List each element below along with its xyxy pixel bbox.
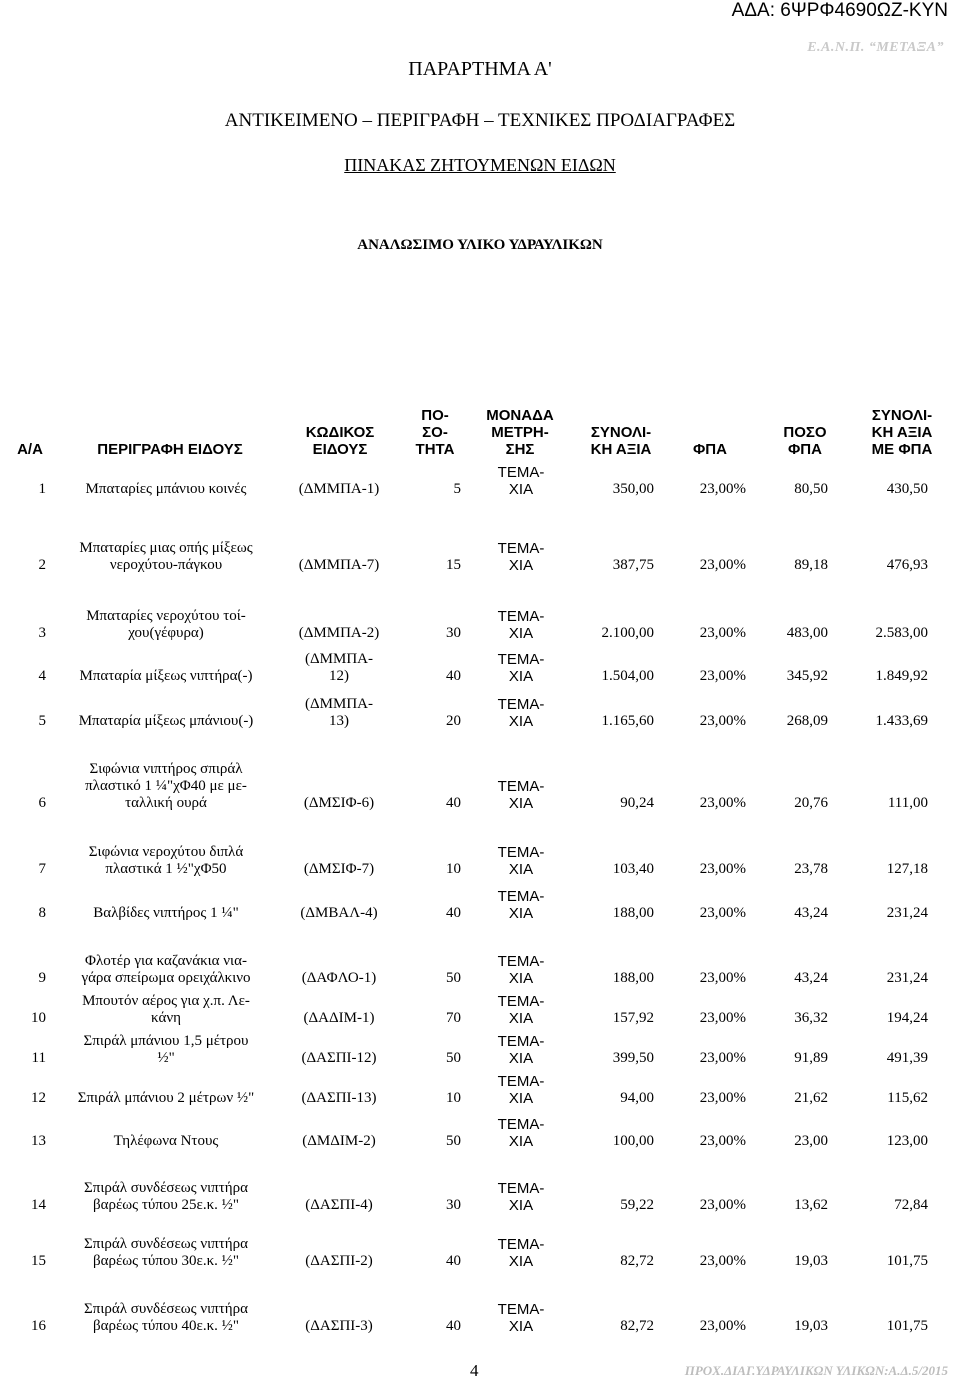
cell-vat-amount: 21,62: [794, 1090, 828, 1106]
cell-total-vat: 123,00: [886, 1133, 928, 1149]
cell-vat-amount: 20,76: [794, 795, 828, 811]
cell-code: (ΔΑΔΙΜ-1): [303, 1010, 375, 1026]
cell-unit: ΤΕΜΑ- ΧΙΑ: [497, 1236, 545, 1270]
cell-total: 188,00: [612, 905, 654, 921]
cell-vat-amount: 89,18: [794, 557, 828, 573]
cell-total: 100,00: [612, 1133, 654, 1149]
cell-vat: 23,00%: [699, 668, 746, 684]
cell-code: (ΔΜΜΠΑ-2): [298, 625, 380, 641]
subject-title: ΑΝΤΙΚΕΙΜΕΝΟ – ΠΕΡΙΓΡΑΦΗ – ΤΕΧΝΙΚΕΣ ΠΡΟΔΙΑΓΡΑΦΕΣ: [224, 110, 736, 131]
header-code: ΚΩΔΙΚΟΣ ΕΙΔΟΥΣ: [305, 424, 375, 458]
header-unit: ΜΟΝΑΔΑ ΜΕΤΡΗ- ΣΗΣ: [486, 407, 554, 458]
cell-code: (ΔΑΣΠΙ-3): [305, 1318, 373, 1334]
cell-unit: ΤΕΜΑ- ΧΙΑ: [497, 1301, 545, 1335]
cell-unit: ΤΕΜΑ- ΧΙΑ: [497, 1073, 545, 1107]
cell-aa: 12: [31, 1090, 46, 1106]
cell-total-vat: 111,00: [887, 795, 928, 811]
cell-aa: 5: [38, 713, 46, 729]
cell-aa: 15: [31, 1253, 46, 1269]
header-quantity: ΠΟ- ΣΟ- ΤΗΤΑ: [415, 407, 455, 458]
cell-unit: ΤΕΜΑ- ΧΙΑ: [497, 888, 545, 922]
cell-qty: 10: [446, 861, 461, 877]
cell-code: (ΔΜΜΠΑ- 12): [305, 651, 373, 684]
cell-code: (ΔΑΣΠΙ-13): [301, 1090, 377, 1106]
cell-vat-amount: 13,62: [794, 1197, 828, 1213]
cell-qty: 50: [446, 970, 461, 986]
cell-code: (ΔΑΣΠΙ-12): [301, 1050, 377, 1066]
cell-qty: 20: [446, 713, 461, 729]
cell-desc: Μπαταρία μίξεως μπάνιου(-): [78, 713, 254, 729]
cell-aa: 10: [31, 1010, 46, 1026]
header-vat: ΦΠΑ: [693, 441, 727, 458]
cell-qty: 40: [446, 905, 461, 921]
cell-unit: ΤΕΜΑ- ΧΙΑ: [497, 1033, 545, 1067]
cell-total: 82,72: [620, 1318, 654, 1334]
header-total: ΣΥΝΟΛΙ- ΚΗ ΑΞΙΑ: [590, 424, 652, 458]
cell-code: (ΔΜΜΠΑ-7): [298, 557, 380, 573]
cell-desc: Μπαταρίες μιας οπής μίξεως νεροχύτου-πάγκου: [79, 540, 253, 573]
hospital-watermark: Ε.Α.Ν.Π. “ΜΕΤΑΞΑ”: [807, 40, 944, 55]
cell-total: 1.504,00: [601, 668, 654, 684]
cell-qty: 15: [446, 557, 461, 573]
cell-qty: 40: [446, 795, 461, 811]
cell-unit: ΤΕΜΑ- ΧΙΑ: [497, 778, 545, 812]
cell-aa: 11: [31, 1050, 46, 1066]
cell-total: 59,22: [620, 1197, 654, 1213]
cell-desc: Σπιράλ μπάνιου 2 μέτρων ½": [77, 1090, 255, 1106]
cell-unit: ΤΕΜΑ- ΧΙΑ: [497, 608, 545, 642]
cell-aa: 8: [38, 905, 46, 921]
cell-total-vat: 491,39: [886, 1050, 928, 1066]
cell-total: 103,40: [612, 861, 654, 877]
cell-unit: ΤΕΜΑ- ΧΙΑ: [497, 696, 545, 730]
cell-vat: 23,00%: [699, 1050, 746, 1066]
header-vat-amount: ΠΟΣΟ ΦΠΑ: [783, 424, 827, 458]
cell-vat: 23,00%: [699, 1090, 746, 1106]
cell-aa: 2: [38, 557, 46, 573]
cell-desc: Μπαταρίες μπάνιου κοινές: [85, 481, 247, 497]
cell-desc: Μπαταρία μίξεως νιπτήρα(-): [79, 668, 253, 684]
cell-vat: 23,00%: [699, 481, 746, 497]
cell-total: 94,00: [620, 1090, 654, 1106]
cell-vat-amount: 483,00: [786, 625, 828, 641]
cell-vat: 23,00%: [699, 713, 746, 729]
cell-total-vat: 72,84: [894, 1197, 928, 1213]
header-description: ΠΕΡΙΓΡΑΦΗ ΕΙΔΟΥΣ: [97, 441, 243, 458]
cell-vat-amount: 19,03: [794, 1318, 828, 1334]
cell-code: (ΔΜΣΙΦ-6): [303, 795, 375, 811]
cell-vat-amount: 23,00: [794, 1133, 828, 1149]
cell-vat-amount: 19,03: [794, 1253, 828, 1269]
cell-vat-amount: 345,92: [786, 668, 828, 684]
cell-unit: ΤΕΜΑ- ΧΙΑ: [497, 651, 545, 685]
cell-total: 350,00: [612, 481, 654, 497]
cell-desc: Σιφώνια νιπτήρος σπιράλ πλαστικό 1 ¼"χΦ40 με με- ταλλική ουρά: [85, 761, 247, 811]
cell-code: (ΔΑΣΠΙ-4): [305, 1197, 373, 1213]
cell-desc: Τηλέφωνα Ντους: [113, 1133, 219, 1149]
cell-unit: ΤΕΜΑ- ΧΙΑ: [497, 540, 545, 574]
cell-total-vat: 101,75: [886, 1318, 928, 1334]
cell-unit: ΤΕΜΑ- ΧΙΑ: [497, 993, 545, 1027]
cell-total-vat: 115,62: [887, 1090, 928, 1106]
cell-unit: ΤΕΜΑ- ΧΙΑ: [497, 464, 545, 498]
cell-code: (ΔΜΣΙΦ-7): [303, 861, 375, 877]
cell-qty: 5: [453, 481, 461, 497]
header-aa: Α/Α: [17, 441, 43, 458]
cell-qty: 50: [446, 1050, 461, 1066]
cell-vat-amount: 43,24: [794, 905, 828, 921]
cell-aa: 6: [38, 795, 46, 811]
cell-desc: Σιφώνια νεροχύτου διπλά πλαστικά 1 ½"χΦ50: [88, 844, 244, 877]
cell-total: 90,24: [620, 795, 654, 811]
table-title: ΠΙΝΑΚΑΣ ΖΗΤΟΥΜΕΝΩΝ ΕΙΔΩΝ: [344, 155, 616, 175]
cell-code: (ΔΑΦΛΟ-1): [301, 970, 377, 986]
cell-vat-amount: 36,32: [794, 1010, 828, 1026]
cell-qty: 40: [446, 1253, 461, 1269]
cell-code: (ΔΜΔΙΜ-2): [302, 1133, 376, 1149]
cell-vat: 23,00%: [699, 1010, 746, 1026]
cell-total-vat: 101,75: [886, 1253, 928, 1269]
cell-aa: 9: [38, 970, 46, 986]
annex-title: ΠΑΡΑΡΤΗΜΑ Α': [408, 58, 552, 80]
cell-vat-amount: 91,89: [794, 1050, 828, 1066]
cell-code: (ΔΜΜΠΑ- 13): [305, 696, 373, 729]
cell-total-vat: 476,93: [886, 557, 928, 573]
cell-desc: Σπιράλ συνδέσεως νιπτήρα βαρέως τύπου 40ε.κ. ½": [84, 1301, 248, 1334]
cell-vat-amount: 80,50: [794, 481, 828, 497]
cell-total-vat: 194,24: [886, 1010, 928, 1026]
cell-vat: 23,00%: [699, 905, 746, 921]
cell-aa: 1: [38, 481, 46, 497]
cell-vat: 23,00%: [699, 970, 746, 986]
ada-watermark: ΑΔΑ: 6ΨΡΦ4690ΩΖ-ΚΥΝ: [731, 0, 948, 21]
cell-qty: 40: [446, 668, 461, 684]
cell-vat: 23,00%: [699, 1253, 746, 1269]
cell-total: 82,72: [620, 1253, 654, 1269]
cell-total-vat: 231,24: [886, 905, 928, 921]
cell-qty: 50: [446, 1133, 461, 1149]
cell-total-vat: 231,24: [886, 970, 928, 986]
cell-vat: 23,00%: [699, 795, 746, 811]
cell-vat: 23,00%: [699, 1197, 746, 1213]
cell-code: (ΔΜΒΑΛ-4): [300, 905, 378, 921]
cell-unit: ΤΕΜΑ- ΧΙΑ: [497, 1116, 545, 1150]
cell-aa: 16: [31, 1318, 46, 1334]
cell-total-vat: 127,18: [886, 861, 928, 877]
cell-qty: 70: [446, 1010, 461, 1026]
cell-aa: 14: [31, 1197, 46, 1213]
cell-unit: ΤΕΜΑ- ΧΙΑ: [497, 953, 545, 987]
cell-vat-amount: 43,24: [794, 970, 828, 986]
header-total-with-vat: ΣΥΝΟΛΙ- ΚΗ ΑΞΙΑ ΜΕ ΦΠΑ: [871, 407, 933, 458]
section-title: ΑΝΑΛΩΣΙΜΟ ΥΛΙΚΟ ΥΔΡΑΥΛΙΚΩΝ: [357, 237, 603, 253]
cell-desc: Σπιράλ μπάνιου 1,5 μέτρου ½": [83, 1033, 249, 1066]
cell-total: 188,00: [612, 970, 654, 986]
cell-code: (ΔΑΣΠΙ-2): [305, 1253, 373, 1269]
cell-unit: ΤΕΜΑ- ΧΙΑ: [497, 844, 545, 878]
cell-total: 157,92: [612, 1010, 654, 1026]
page-number: 4: [470, 1361, 479, 1380]
cell-aa: 3: [38, 625, 46, 641]
cell-aa: 7: [38, 861, 46, 877]
cell-code: (ΔΜΜΠΑ-1): [298, 481, 380, 497]
cell-aa: 4: [38, 668, 46, 684]
cell-vat: 23,00%: [699, 861, 746, 877]
cell-total: 2.100,00: [601, 625, 654, 641]
cell-total-vat: 1.433,69: [875, 713, 928, 729]
cell-total: 1.165,60: [601, 713, 654, 729]
cell-vat: 23,00%: [699, 625, 746, 641]
cell-aa: 13: [31, 1133, 46, 1149]
cell-desc: Βαλβίδες νιπτήρος 1 ¼": [93, 905, 239, 921]
cell-desc: Μπαταρίες νεροχύτου τοί- χου(γέφυρα): [86, 608, 246, 641]
cell-total-vat: 2.583,00: [875, 625, 928, 641]
cell-unit: ΤΕΜΑ- ΧΙΑ: [497, 1180, 545, 1214]
cell-vat-amount: 23,78: [794, 861, 828, 877]
cell-qty: 30: [446, 1197, 461, 1213]
cell-desc: Φλοτέρ για καζανάκια νια- γάρα σπείρωμα ορειχάλκινο: [81, 953, 251, 986]
cell-total-vat: 430,50: [886, 481, 928, 497]
cell-desc: Σπιράλ συνδέσεως νιπτήρα βαρέως τύπου 30ε.κ. ½": [84, 1236, 248, 1269]
cell-vat: 23,00%: [699, 557, 746, 573]
cell-total: 399,50: [612, 1050, 654, 1066]
cell-qty: 10: [446, 1090, 461, 1106]
cell-desc: Μπουτόν αέρος για χ.π. Λε- κάνη: [82, 993, 250, 1026]
cell-qty: 30: [446, 625, 461, 641]
cell-qty: 40: [446, 1318, 461, 1334]
cell-total-vat: 1.849,92: [875, 668, 928, 684]
cell-total: 387,75: [612, 557, 654, 573]
cell-vat-amount: 268,09: [786, 713, 828, 729]
cell-vat: 23,00%: [699, 1133, 746, 1149]
footer-reference: ΠΡΟΧ.ΔΙΑΓ.ΥΔΡΑΥΛΙΚΩΝ ΥΛΙΚΩΝ:Α.Δ.5/2015: [684, 1363, 948, 1378]
cell-desc: Σπιράλ συνδέσεως νιπτήρα βαρέως τύπου 25ε.κ. ½": [84, 1180, 248, 1213]
cell-vat: 23,00%: [699, 1318, 746, 1334]
